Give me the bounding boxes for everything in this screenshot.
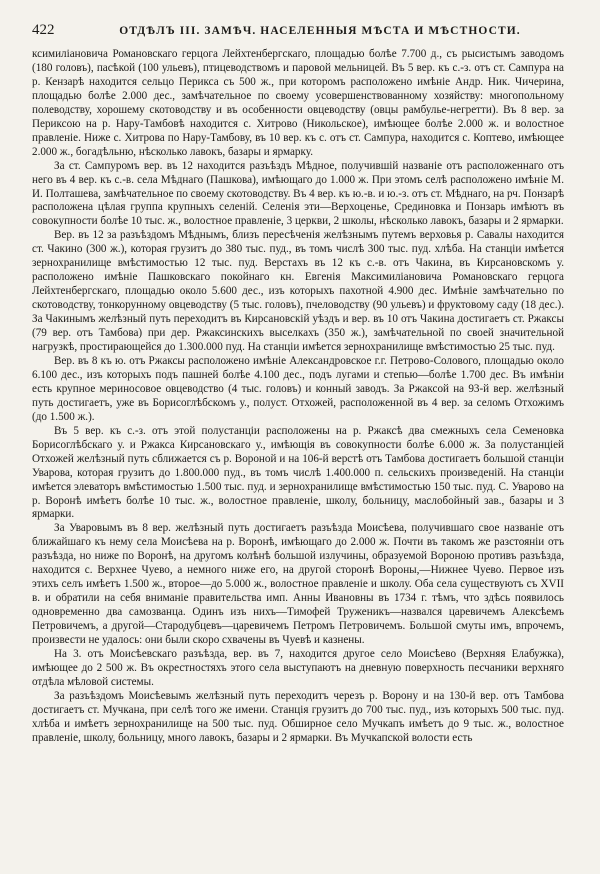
- paragraph: На 3. отъ Моисѣевскаго разъѣзда, вер. въ 7, находится другое село Моисѣево (Верхняя Елабужка), имѣющее до 2 500 ж. Въ окрестностяхъ этого села выступаютъ на дневную поверхность песчаники верхняго отдѣла мѣловой системы.: [32, 647, 564, 688]
- page-header: [32, 22, 564, 44]
- page-number: 422: [32, 22, 55, 38]
- paragraph: Вер. въ 8 къ ю. отъ Ржаксы расположено имѣніе Александровское г.г. Петрово-Солового, площадью около 6.100 дес., изъ которыхъ подъ пашней болѣе 4.100 дес., подъ лугами и степью—болѣе 1.700 дес. Въ имѣніи есть крупное мериносовое овцеводство (4 тыс. головъ) и конный заводъ. За Ржаксой на 93-й вер. желѣзный путь достигаетъ, уже въ Борисоглѣбскомъ у., полуст. Отхожей, расположенной въ 4 вер. за селомъ Отхожимъ (до 1.500 ж.).: [32, 354, 564, 423]
- paragraph: Въ 5 вер. къ с.-з. отъ этой полустанціи расположены на р. Ржаксѣ два смежныхъ села Семеновка Борисоглѣбскаго у. и Ржакса Кирсановскаго у., имѣющія въ совокупности болѣе 6.000 ж. За полустанціей Отхожей желѣзный путь сближается съ р. Вороной и на 106-й верстѣ отъ Тамбова достигаетъ большой станціи Уварова, которая грузитъ до 1.800.000 пуд., въ томъ числѣ 1.400.000 п. сельскихъ произведеній. На станціи имѣется элеваторъ вмѣстимостью 1.500 тыс. пуд. и зернохранилище вмѣстимостью 150 тыс. пуд. С. Уварово на р. Воронѣ имѣетъ болѣе 10 тыс. ж., волостное правленіе, школу, больницу, маслобойный зав., базары и 3 ярмарки.: [32, 424, 564, 521]
- paragraph: ксимиліановича Романовскаго герцога Лейхтенбергскаго, площадью болѣе 7.700 д., съ рысистымъ заводомъ (180 головъ), пасѣкой (100 ульевъ), птицеводствомъ и паровой мельницей. Въ 5 вер. къ с.-з. отъ ст. Сампура на р. Кензарѣ находится сельцо Перикса съ 500 ж., при которомъ расположено имѣніе Андр. Ник. Чичерина, площадью болѣе 2.000 дес., замѣчательное по своему усовершенствованному хозяйству: многопольному полеводству, хорошему скотоводству и въ особенности овцеводству (овцы рамбулье-негретти). Въ 8 вер. за Периксою на р. Нару-Тамбовѣ находится с. Хитрово (Никольское), имѣющее болѣе 2.000 ж. и волостное правленіе. Ниже с. Хитрова по Нару-Тамбову, въ 10 вер. къ с. отъ ст. Сампура, находится с. Коптево, имѣющее 2.000 ж., богадѣльню, нѣсколько лавокъ, базары и ярмарку.: [32, 48, 564, 158]
- paragraph: За Уваровымъ въ 8 вер. желѣзный путь достигаетъ разъѣзда Моисѣева, получившаго свое названіе отъ ближайшаго къ нему села Моисѣева на р. Воронѣ, имѣющаго до 2.000 ж. Почти въ такомъ же разстояніи отъ разъѣзда, но ниже по Воронѣ, на другомъ колѣнѣ большой излучины, образуемой Вороною противъ разъѣзда, находится с. Верхнее Чуево, а немного ниже его, на другой сторонѣ Вороны,—Нижнее Чуево. Первое изъ этихъ селъ имѣетъ 1.500 ж., второе—до 5.000 ж., волостное правленіе и школу. Оба села существуютъ съ XVII в. и обратили на себя вниманіе правительства имп. Анны Ивановны въ 1734 г. тѣмъ, что здѣсь появилось одновременно два самозванца. Одинъ изъ нихъ—Тимофей Труженикъ—назвался царевичемъ Алексѣемъ Петровичемъ, а другой—Стародубцевъ—царевичемъ Петромъ Петровичемъ. Большой смуты имъ, впрочемъ, произвести не удалось: они были скоро схвачены въ Чуевѣ и казнены.: [32, 522, 564, 647]
- body-text: [32, 48, 564, 746]
- paragraph: За ст. Сампуромъ вер. въ 12 находится разъѣздъ Мѣдное, получившій названіе отъ расположеннаго отъ него въ 4 вер. къ с.-в. села Мѣднаго (Пашкова), имѣющаго до 1.000 ж. При этомъ селѣ расположено имѣніе М. И. Полташева, замѣчательное по своему скотоводству. Въ 4 вер. къ ю.-в. и ю.-з. отъ ст. Мѣднаго, на рч. Понзарѣ расположена цѣлая группа крупныхъ селеній. Селенія эти—Верхоценье, Срединовка и Понзарь имѣютъ въ совокупности болѣе 10 тыс. ж., волостное правленіе, 3 церкви, 2 школы, нѣсколько лавокъ, базары и 2 ярмарки.: [32, 159, 564, 228]
- paragraph: Вер. въ 12 за разъѣздомъ Мѣднымъ, близъ пересѣченія желѣзнымъ путемъ верховья р. Савалы находится ст. Чакино (300 ж.), которая грузитъ до 380 тыс. пуд., въ томъ числѣ 300 тыс. пуд. хлѣба. На станціи имѣется зернохранилище вмѣстимостью 12 тыс. пуд. Верстахъ въ 12 къ с.-в. отъ Чакина, въ Кирсановскомъ у. расположено имѣніе Пашковскаго покойнаго кн. Евгенія Максимиліановича Романовскаго герцога Лейхтенбергскаго, площадью около 5.600 дес., изъ которыхъ пахотной 4.900 дес. Имѣніе замѣчательно по скотоводству, тонкорунному овцеводству (5 тыс. головъ), пчеловодству (90 ульевъ) и фруктовому саду (18 дес.). За Чакинымъ желѣзный путь переходитъ въ Кирсановскій уѣздъ и вер. въ 10 отъ Чакина достигаетъ ст. Ржаксы (79 вер. отъ Тамбова) при дер. Ржаксинскихъ выселкахъ (350 ж.), замѣчательной по своей значительной нагрузкѣ, простирающейся до 1.300.000 пуд. На станціи имѣется зернохранилище вмѣстимостью 25 тыс. пуд.: [32, 229, 564, 354]
- paragraph: За разъѣздомъ Моисѣевымъ желѣзный путь переходитъ черезъ р. Ворону и на 130-й вер. отъ Тамбова достигаетъ ст. Мучкана, при селѣ того же имени. Станція грузитъ до 700 тыс. пуд., изъ которыхъ 500 тыс. пуд. хлѣба и имѣетъ зернохранилище на 500 тыс. пуд. Обширное село Мучкапъ имѣетъ до 9 тыс. ж., волостное правленіе, школу, больницу, много лавокъ, базары и 2 ярмарки. Въ Мучкапской волости есть: [32, 689, 564, 744]
- running-head: ОТДѢЛЪ III. ЗАМѢЧ. НАСЕЛЕННЫЯ МѢСТА И МѢСТНОСТИ.: [119, 25, 521, 37]
